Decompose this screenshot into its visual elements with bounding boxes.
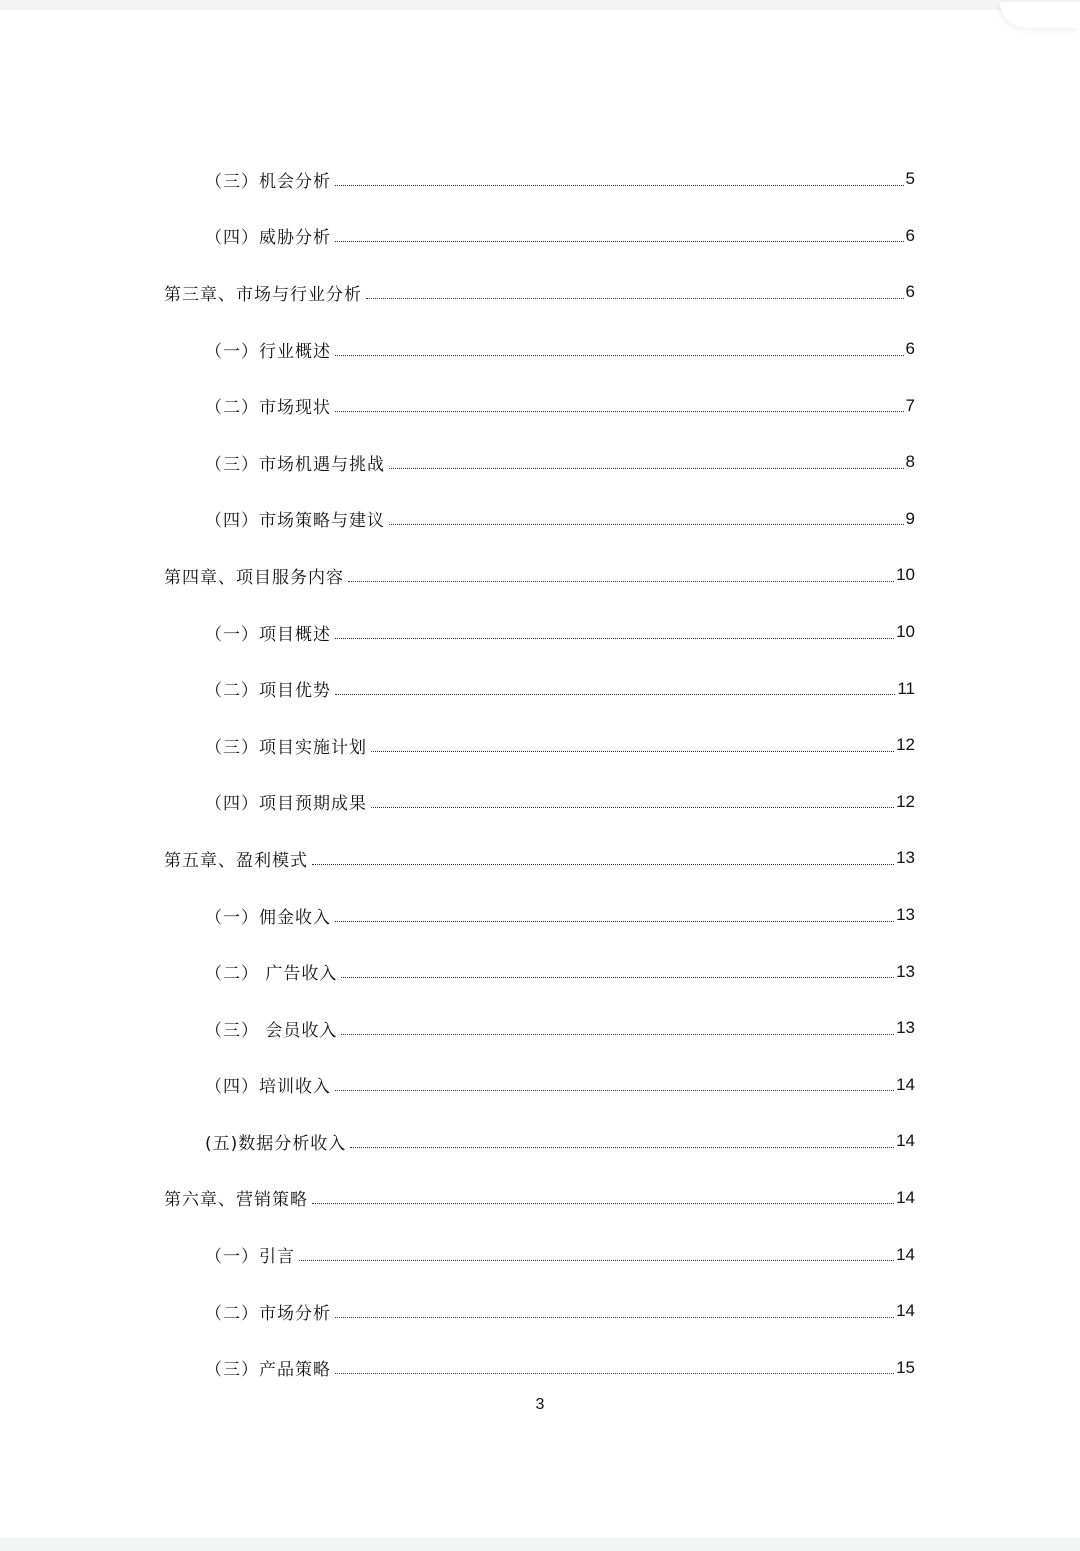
dot-leader (371, 751, 894, 752)
toc-entry-title: （四）市场策略与建议 (205, 511, 385, 532)
dot-leader (335, 355, 904, 356)
toc-chapter-entry[interactable] (0, 1170, 1080, 1227)
toc-entry-page: 6 (905, 339, 915, 359)
toc-entry-title: （三）项目实施计划 (205, 737, 367, 758)
toc-entry-page: 12 (896, 735, 915, 755)
toc-entry-title: （四）威胁分析 (205, 228, 331, 249)
dot-leader (366, 298, 904, 299)
toc-entry-page: 14 (896, 1301, 915, 1321)
toc-entry-title: (五)数据分析收入 (205, 1133, 347, 1154)
toc-section-entry[interactable] (0, 491, 1080, 548)
dot-leader (341, 1034, 894, 1035)
toc-section-entry[interactable] (0, 1113, 1080, 1170)
toc-entry-page: 15 (896, 1357, 915, 1377)
document-page (0, 10, 1080, 1538)
toc-entry-title: 第五章、盈利模式 (164, 850, 308, 871)
toc-entry-title: （一）引言 (205, 1247, 295, 1268)
toc-entry-page: 10 (896, 565, 915, 585)
table-of-contents (0, 151, 1080, 1396)
toc-entry-title: （四）项目预期成果 (205, 794, 367, 815)
page-number: 3 (535, 1396, 545, 1413)
dot-leader (371, 807, 894, 808)
dot-leader (350, 1147, 894, 1148)
toc-section-entry[interactable] (0, 604, 1080, 661)
toc-entry-title: （一）行业概述 (205, 341, 331, 362)
toc-section-entry[interactable] (0, 774, 1080, 831)
dot-leader (335, 411, 904, 412)
dot-leader (335, 1317, 894, 1318)
toc-entry-title: 第三章、市场与行业分析 (164, 284, 362, 305)
toc-entry-title: （三） 会员收入 (205, 1020, 338, 1041)
toc-entry-page: 10 (896, 622, 915, 642)
toc-entry-page: 8 (905, 452, 915, 472)
toc-entry-title: （三）产品策略 (205, 1360, 331, 1381)
dot-leader (341, 977, 894, 978)
toc-chapter-entry[interactable] (0, 830, 1080, 887)
toc-section-entry[interactable] (0, 434, 1080, 491)
page-corner (1000, 2, 1080, 28)
toc-entry-page: 14 (896, 1131, 915, 1151)
toc-entry-title: （三）机会分析 (205, 171, 331, 192)
toc-entry-title: （二） 广告收入 (205, 964, 338, 985)
toc-entry-page: 13 (896, 848, 915, 868)
toc-entry-page: 9 (905, 508, 915, 528)
dot-leader (335, 638, 894, 639)
toc-entry-title: （二）项目优势 (205, 681, 331, 702)
toc-section-entry[interactable] (0, 887, 1080, 944)
dot-leader (389, 468, 904, 469)
toc-section-entry[interactable] (0, 1339, 1080, 1396)
dot-leader (335, 694, 895, 695)
toc-entry-page: 14 (896, 1187, 915, 1207)
toc-section-entry[interactable] (0, 1283, 1080, 1340)
toc-section-entry[interactable] (0, 1057, 1080, 1114)
toc-entry-page: 14 (896, 1244, 915, 1264)
dot-leader (335, 185, 904, 186)
toc-section-entry[interactable] (0, 151, 1080, 208)
dot-leader (299, 1260, 894, 1261)
toc-section-entry[interactable] (0, 717, 1080, 774)
dot-leader (348, 581, 894, 582)
toc-section-entry[interactable] (0, 1226, 1080, 1283)
toc-entry-page: 5 (905, 169, 915, 189)
toc-entry-page: 7 (905, 395, 915, 415)
toc-entry-title: （一）佣金收入 (205, 907, 331, 928)
toc-entry-title: （三）市场机遇与挑战 (205, 454, 385, 475)
toc-section-entry[interactable] (0, 321, 1080, 378)
toc-section-entry[interactable] (0, 208, 1080, 265)
toc-entry-title: 第六章、营销策略 (164, 1190, 308, 1211)
toc-entry-page: 13 (896, 961, 915, 981)
dot-leader (335, 921, 894, 922)
dot-leader (312, 1203, 894, 1204)
toc-entry-page: 13 (896, 905, 915, 925)
toc-entry-title: （二）市场分析 (205, 1303, 331, 1324)
dot-leader (389, 524, 904, 525)
dot-leader (335, 1373, 894, 1374)
toc-entry-title: 第四章、项目服务内容 (164, 567, 344, 588)
toc-section-entry[interactable] (0, 1000, 1080, 1057)
toc-entry-page: 12 (896, 791, 915, 811)
toc-entry-title: （二）市场现状 (205, 398, 331, 419)
dot-leader (312, 864, 894, 865)
toc-entry-title: （一）项目概述 (205, 624, 331, 645)
toc-entry-title: （四）培训收入 (205, 1077, 331, 1098)
toc-section-entry[interactable] (0, 943, 1080, 1000)
dot-leader (335, 241, 904, 242)
toc-section-entry[interactable] (0, 377, 1080, 434)
toc-section-entry[interactable] (0, 660, 1080, 717)
dot-leader (335, 1090, 894, 1091)
toc-entry-page: 6 (905, 282, 915, 302)
toc-entry-page: 13 (896, 1018, 915, 1038)
toc-chapter-entry[interactable] (0, 547, 1080, 604)
toc-entry-page: 14 (896, 1074, 915, 1094)
toc-chapter-entry[interactable] (0, 264, 1080, 321)
toc-entry-page: 11 (897, 678, 915, 698)
toc-entry-page: 6 (905, 225, 915, 245)
